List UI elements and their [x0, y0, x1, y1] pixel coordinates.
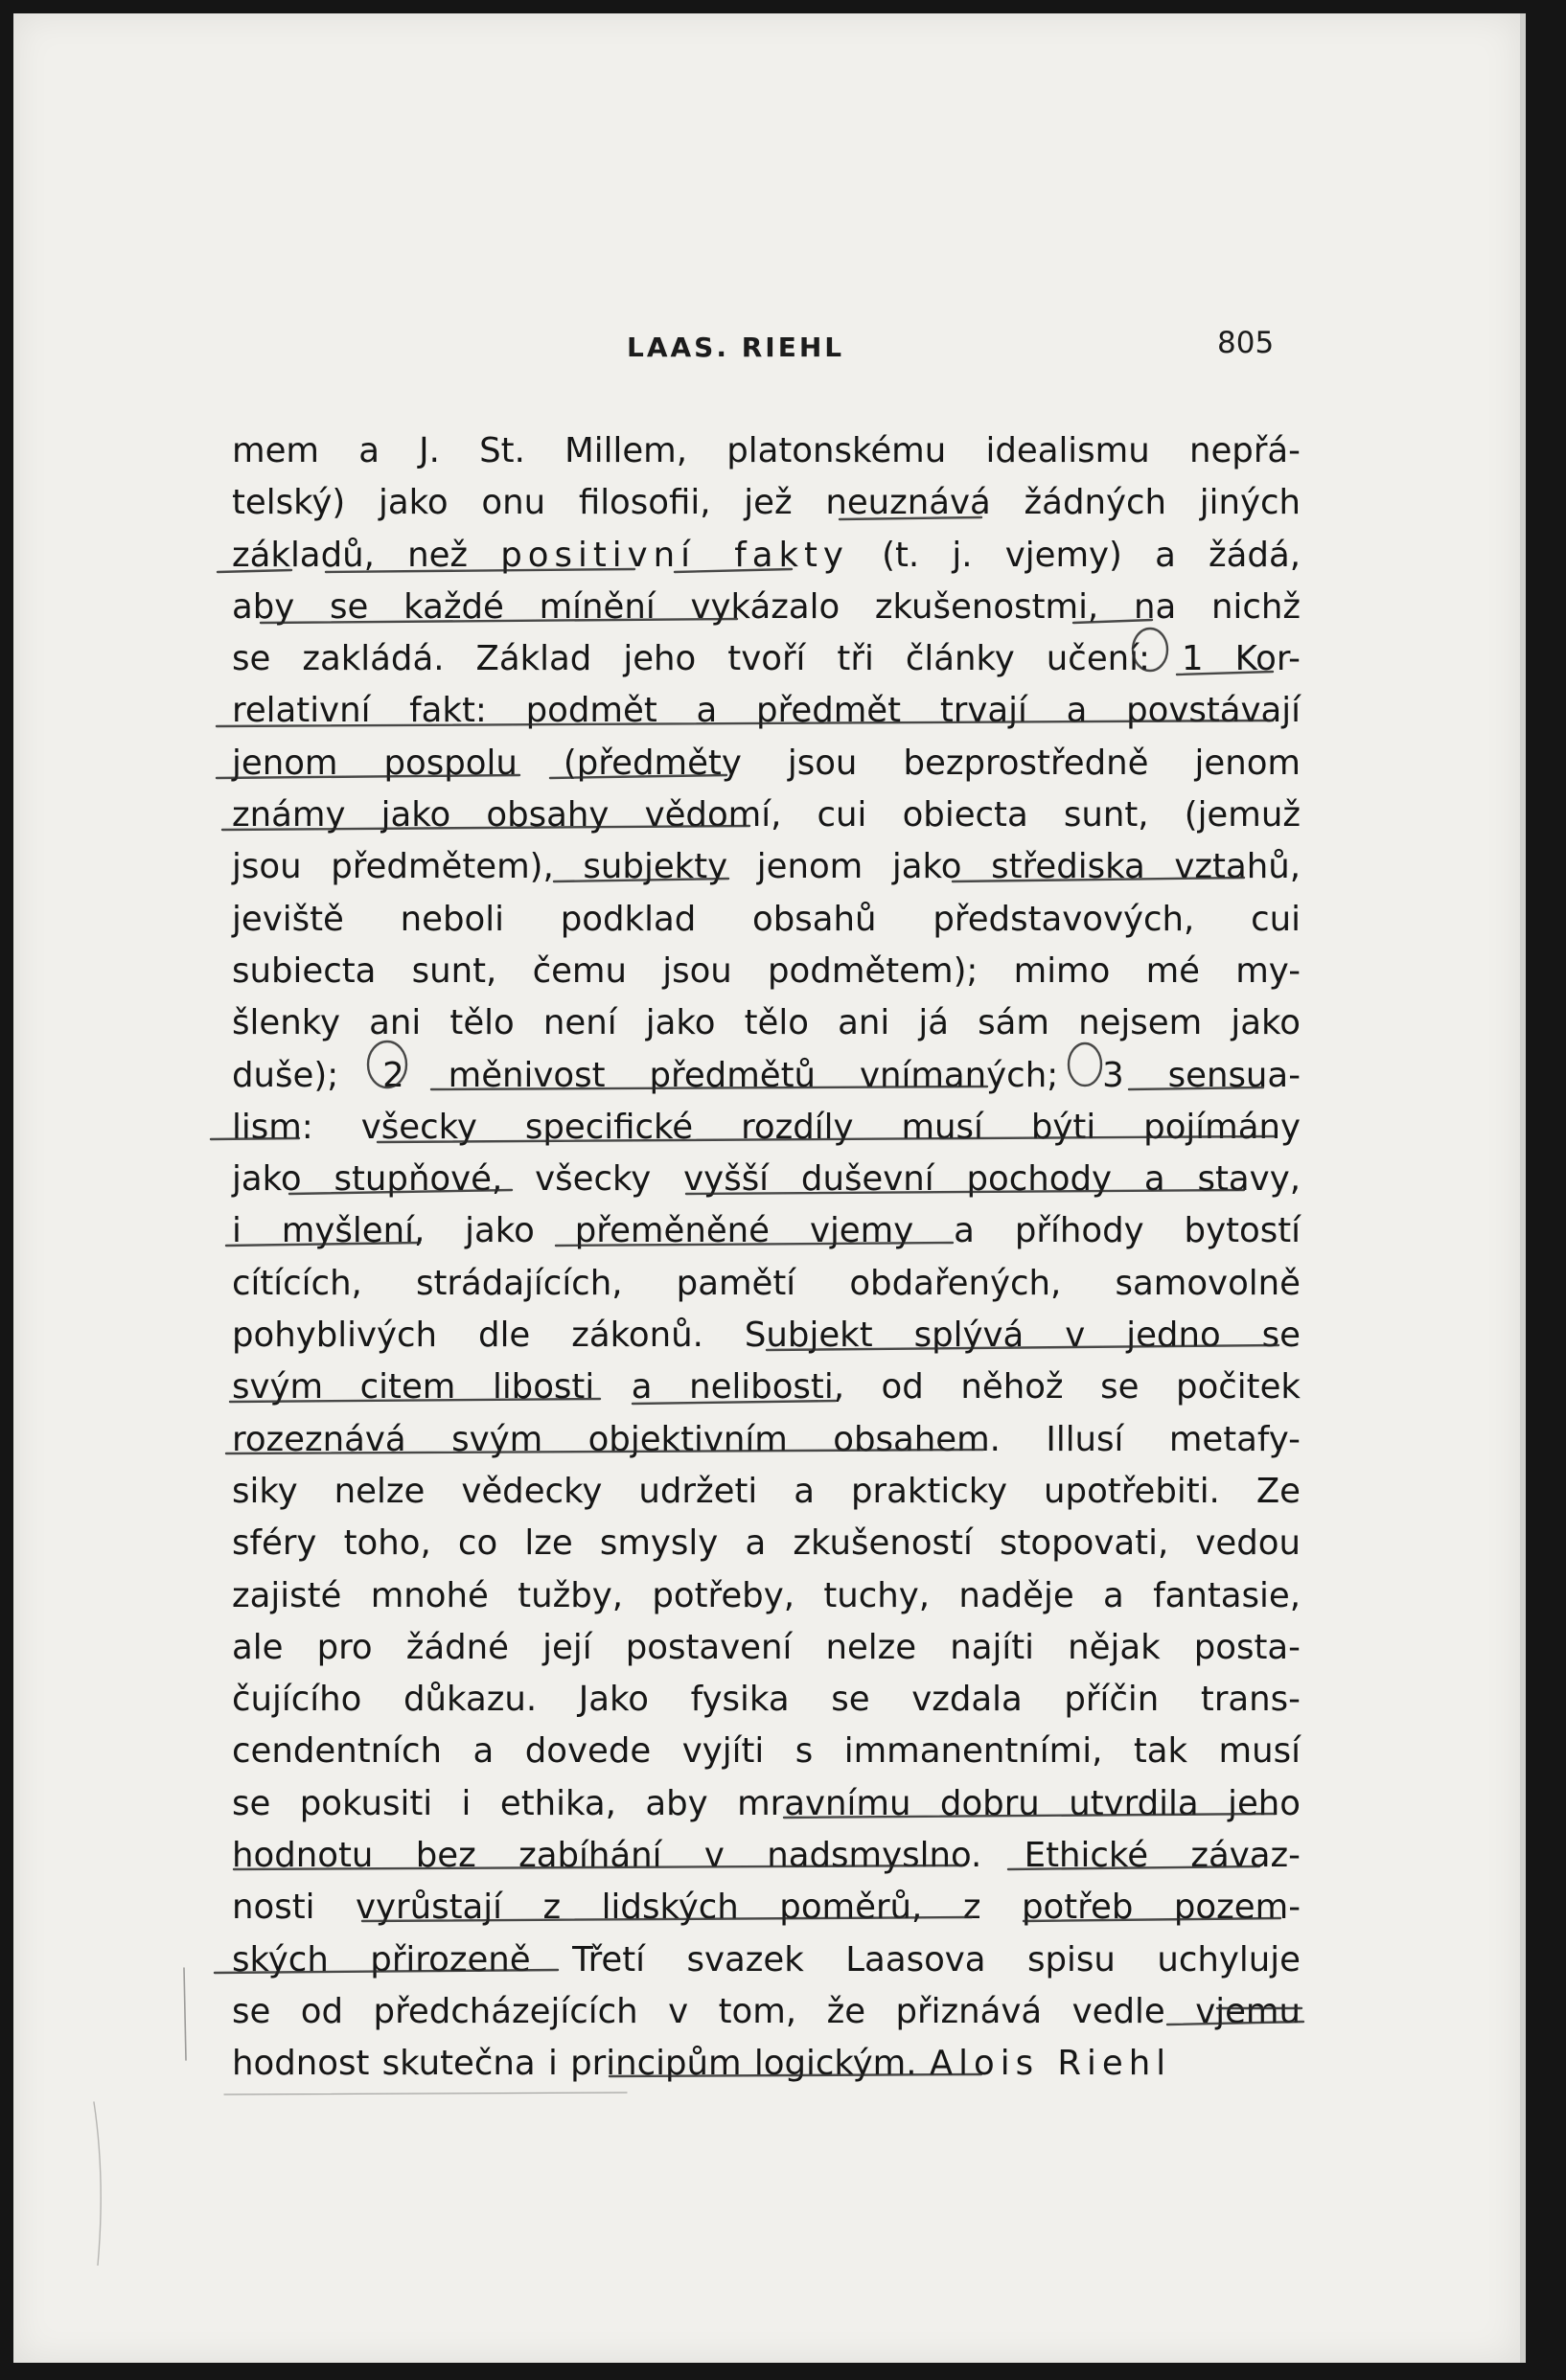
circled-number-2	[368, 1041, 406, 1087]
margin-mark	[224, 2093, 627, 2094]
text-line: ských přirozeně Třetí svazek Laasova spisu uchyluje	[232, 1939, 1301, 1980]
text-line: jeviště neboli podklad obsahů představových, cui	[232, 899, 1301, 939]
text-line: cítících, strádajících, pamětí obdařených, samovolně	[232, 1263, 1301, 1303]
text-line: ale pro žádné její postavení nelze najíti nějak posta-	[232, 1627, 1301, 1667]
text-line: i myšlení, jako přeměněné vjemy a příhody bytostí	[232, 1211, 1301, 1251]
underline-mark	[261, 619, 737, 623]
text-line: zajisté mnohé tužby, potřeby, tuchy, naděje a fantasie,	[232, 1575, 1301, 1615]
circled-number-3	[1069, 1043, 1101, 1086]
text-line: lism: všecky specifické rozdíly musí býti pojímány	[232, 1107, 1301, 1147]
text-fragment: (t. j. vjemy) a žádá,	[882, 535, 1301, 575]
underline-mark	[1167, 2022, 1303, 2025]
author-signature: Alois Riehl	[929, 2044, 1172, 2084]
text-fragment: hodnost skutečna i principům logickým.	[232, 2044, 917, 2084]
underline-mark	[217, 721, 1273, 726]
text-line: siky nelze vědecky udržeti a prakticky upotřebiti. Ze	[232, 1471, 1301, 1511]
underline-mark	[686, 1190, 1244, 1194]
underline-mark	[215, 1970, 558, 1973]
text-line: relativní fakt: podmět a předmět trvají a povstávají	[232, 691, 1301, 731]
underline-mark	[767, 1345, 1278, 1350]
underline-mark	[633, 1401, 836, 1404]
underline-mark	[289, 1190, 512, 1194]
text-line: rozeznává svým objektivním obsahem. Illusí metafy-	[232, 1419, 1301, 1459]
underline-mark	[840, 517, 981, 519]
emphasized-term: positivní fakty	[500, 535, 849, 575]
text-line: telský) jako onu filosofii, jež neuznává žádných jiných	[232, 483, 1301, 523]
underline-mark	[556, 1243, 953, 1246]
text-line: aby se každé mínění vykázalo zkušenostmi, na nichž	[232, 586, 1301, 627]
running-head: LAAS. RIEHL	[627, 332, 845, 363]
text-line: jako stupňové, všecky vyšší duševní pochody a stavy,	[232, 1159, 1301, 1200]
circled-number-1	[1133, 629, 1167, 671]
underline-mark	[226, 1243, 420, 1246]
page-number: 805	[1217, 326, 1275, 360]
underline-mark	[784, 1814, 1275, 1818]
text-line: mem a J. St. Millem, platonskému idealismu nepřá-	[232, 431, 1301, 470]
underline-mark	[234, 1865, 962, 1869]
text-fragment: základů, než	[232, 535, 469, 575]
text-line: se pokusiti i ethika, aby mravnímu dobru utvrdila jeho	[232, 1783, 1301, 1823]
underline-mark	[230, 1399, 600, 1402]
underline-mark	[1177, 672, 1273, 675]
margin-mark	[94, 2102, 101, 2265]
text-line: se zakládá. Základ jeho tvoří tři články učení: 1 Kor-	[232, 639, 1301, 679]
underline-mark	[218, 570, 291, 572]
book-page	[13, 13, 1526, 2363]
text-line: hodnotu bez zabíhání v nadsmyslno. Ethické závaz-	[232, 1836, 1301, 1876]
underline-mark	[217, 775, 519, 778]
underline-mark	[378, 1136, 1275, 1142]
underline-mark	[226, 1450, 983, 1453]
underline-mark	[362, 1917, 972, 1921]
underline-mark	[554, 879, 728, 881]
text-line: šlenky ani tělo není jako tělo ani já sám nejsem jako	[232, 1003, 1301, 1043]
text-line: čujícího důkazu. Jako fysika se vzdala příčin trans-	[232, 1680, 1301, 1720]
text-line: duše); 2 měnivost předmětů vnímaných; 3 sensua-	[232, 1055, 1301, 1095]
text-line: svým citem libosti a nelibosti, od něhož se počitek	[232, 1367, 1301, 1407]
underline-mark	[431, 1087, 987, 1089]
underline-mark	[211, 1138, 299, 1139]
text-line: cendentních a dovede vyjíti s immanentními, tak musí	[232, 1731, 1301, 1772]
pencil-annotations	[13, 13, 1520, 2363]
underline-mark	[675, 569, 792, 572]
underline-mark	[326, 569, 634, 572]
underline-mark	[1129, 1087, 1263, 1089]
underline-mark	[1024, 1918, 1280, 1921]
margin-mark	[184, 1968, 186, 2060]
underline-mark	[1008, 1866, 1259, 1869]
text-line: známy jako obsahy vědomí, cui obiecta sunt, (jemuž	[232, 795, 1301, 835]
text-line: pohyblivých dle zákonů. Subjekt splývá v jedno se	[232, 1316, 1301, 1356]
underline-mark	[610, 2074, 981, 2076]
text-line: jenom pospolu (předměty jsou bezprostředně jenom	[232, 743, 1301, 783]
text-line: subiecta sunt, čemu jsou podmětem); mimo mé my-	[232, 950, 1301, 991]
underline-mark	[550, 775, 726, 778]
underline-mark	[222, 826, 749, 830]
text-line: se od předcházejících v tom, že přiznává vedle vjemu	[232, 1991, 1301, 2031]
underline-mark	[1073, 620, 1152, 623]
text-line: jsou předmětem), subjekty jenom jako střediska vztahů,	[232, 847, 1301, 887]
text-line: nosti vyrůstají z lidských poměrů, z potřeb pozem-	[232, 1888, 1301, 1928]
underline-mark	[953, 878, 1244, 881]
text-line: sféry toho, co lze smysly a zkušeností stopovati, vedou	[232, 1523, 1301, 1564]
